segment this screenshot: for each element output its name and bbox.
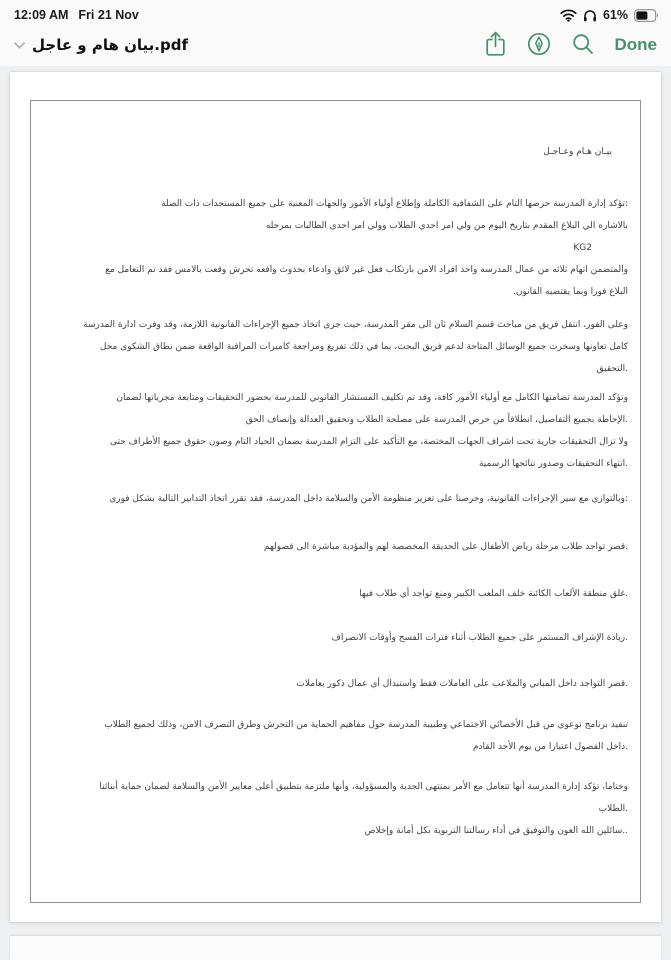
pdf-page-1 (10, 72, 661, 922)
battery-percent: 61% (602, 8, 628, 22)
status-time: 12:09 AM (14, 8, 69, 22)
doc-line: وتؤكد المدرسة تضامنها الكامل مع أولياء الأمور كافة، وقد تم تكليف المستشار القانوني للمدرسة بحضور التحقيقات ومتابعة مجرياتها لضمان (116, 393, 628, 403)
markup-pencil-icon (527, 32, 551, 59)
doc-line: .التحقيق (596, 364, 628, 374)
doc-line: بالاشاره الي البلاغ المقدم بتاريخ اليوم من ولي امر احدي الطلاب وولي امر احدي الطالبات بمرحله (265, 221, 628, 231)
doc-line: وعلى الفور، انتقل فريق من مباحث قسم السلام ثان الى مقر المدرسة، حيث جرى اتخاذ جميع الإجراءات القانونية اللازمة، وقد وفرت ادارة المدرسة (83, 320, 628, 330)
doc-line: KG2 (573, 243, 592, 253)
pdf-page-2-preview (10, 936, 661, 960)
doc-line: .الإحاطة بجميع التفاصيل، انطلاقاً من حرص المدرسة على مصلحة الطلاب وتحقيق العدالة وإنصاف الحق (245, 415, 628, 425)
doc-line: .قصر تواجد طلاب مرحلة رياض الأطفال على الحديقة المخصصة لهم والمؤدية مباشرة الى فصولهم (263, 542, 628, 552)
doc-line: والمتضمن اتهام ثلاثه من عمال المدرسه واحد افراد الامن بارتكاب فعل غير لائق وادعاء بحدوث واقعه تحرش وقعت بالامس فقد تم التعامل مع (105, 265, 628, 275)
doc-line: :وبالتوازي مع سير الإجراءات القانونية، وحرصنا على تعزيز منظومة الأمن والسلامة داخل المدرسة، فقد تقرر اتخاذ التدابير التالية بشكل فوري (109, 494, 628, 504)
doc-line: .زيادة الإشراف المستمر على جميع الطلاب أثناء فترات الفسح وأوقات الانصراف (331, 633, 628, 643)
chevron-down-icon (14, 36, 25, 54)
page-gap (10, 922, 661, 936)
markup-button[interactable] (527, 32, 551, 59)
share-icon (485, 31, 506, 60)
doc-heading: بيـان هـام وعـاجـل (543, 147, 612, 157)
doc-line: ..سائلين الله العون والتوفيق في أداء رسالتنا التربوية بكل أمانة وإخلاص (364, 826, 628, 836)
title-menu[interactable] (14, 36, 188, 54)
doc-line: وختاما، تؤكد إدارة المدرسة أنها تتعامل مع الأمر بمنتهى الجدية والمسؤولية، وأنها ملتزمة بتطبيق أعلى معايير الأمن والسلامة لضمان حماية أبنائنا (99, 782, 628, 792)
wifi-icon (560, 9, 577, 22)
doc-line: .غلق منطقة الألعاب الكائنة خلف الملعب الكبير ومنع تواجد أي طلاب فيها (359, 589, 628, 599)
doc-line: ولا تزال التحقيقات جارية تحت اشراف الجهات المختصة، مع التأكيد على التزام المدرسة بضمان الحياد التام وصون حقوق جميع الأطراف حتى (110, 437, 628, 447)
nav-bar (0, 28, 671, 66)
doc-line: .داخل الفصول اعتبارا من يوم الأحد القادم (472, 742, 628, 752)
search-icon (572, 33, 594, 58)
done-button[interactable]: Done (614, 35, 657, 54)
doc-line: .انتهاء التحقيقات وصدور نتائجها الرسمية (478, 459, 628, 469)
battery-icon (634, 9, 659, 22)
doc-line: .قصر التواجد داخل المباني والملاعب على العاملات فقط واستبدال أي عمال ذكور بعاملات (296, 679, 628, 689)
status-date: Fri 21 Nov (78, 8, 139, 22)
doc-line: :تؤكد إدارة المدرسة حرصها التام على الشفافية الكاملة وإطلاع أولياء الأمور والجهات المعنية على جميع المستجدات ذات الصلة (161, 199, 628, 209)
search-button[interactable] (572, 33, 594, 58)
doc-line: كامل تعاونها وسخرت جميع الوسائل المتاحة لدعم فريق البحث، بما في ذلك تفريغ ومراجعة كاميرات المراقبة الواقعة ضمن نطاق الشكوى محل (99, 342, 628, 352)
doc-line: البلاغ فورا وبما يقتضيه القانون. (512, 287, 628, 297)
doc-line: تنفيذ برنامج توعوي من قبل الأخصائي الاجتماعي وطبيبة المدرسة حول مفاهيم الحماية من التحرش وطرق التصرف الامن، وذلك لجميع الطلاب (104, 720, 628, 730)
pdf-viewer-area[interactable] (0, 66, 671, 960)
headphones-icon (583, 9, 597, 22)
document-frame (30, 100, 641, 903)
status-bar (0, 0, 671, 28)
document-title: بيان هام و عاجل.pdf (32, 36, 188, 54)
share-button[interactable] (485, 31, 506, 60)
doc-line: .الطلاب (598, 804, 628, 814)
